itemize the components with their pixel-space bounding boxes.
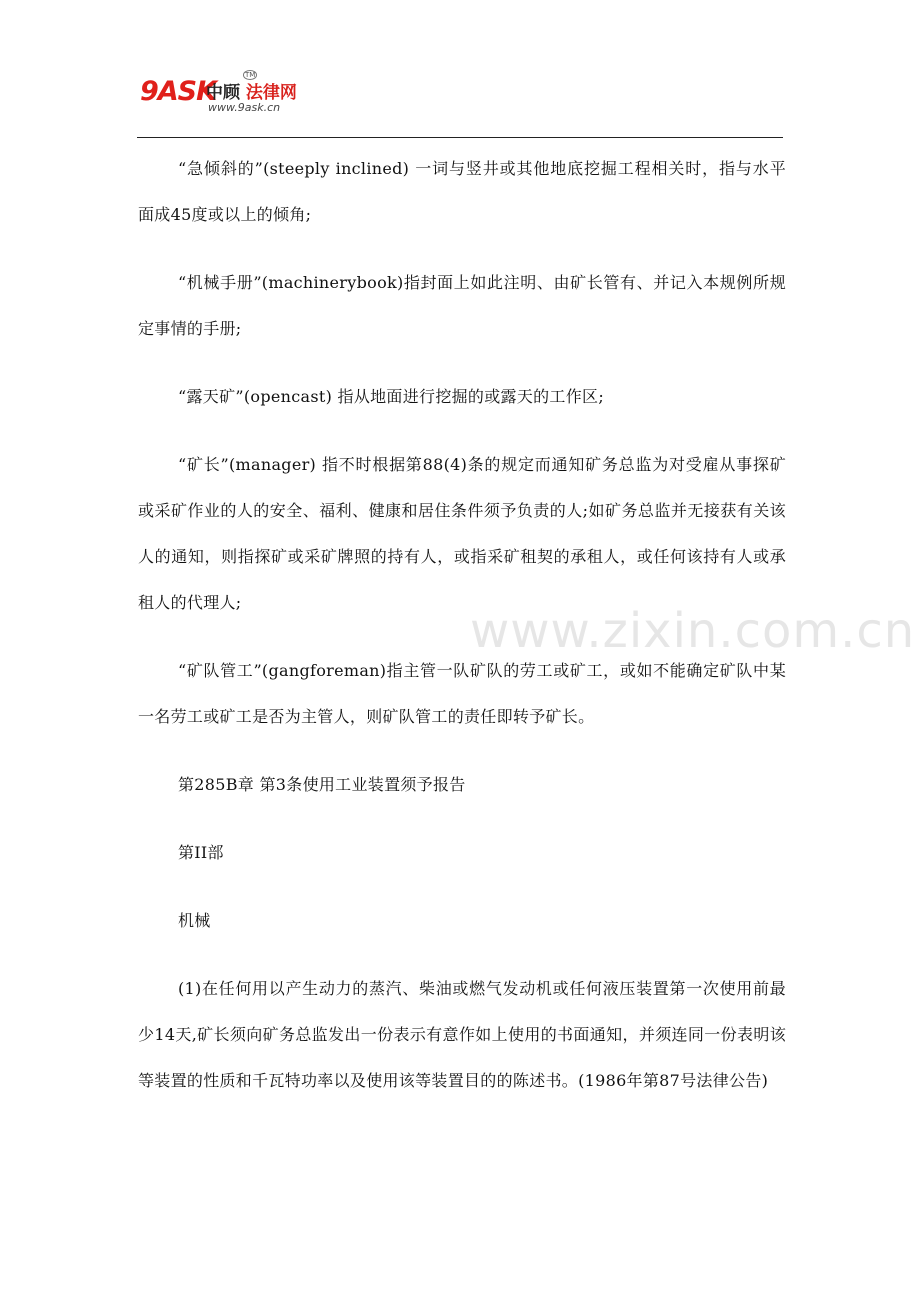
- logo-url: www.9ask.cn: [208, 101, 281, 114]
- part-heading: 第II部: [178, 843, 224, 862]
- definition-gang-foreman: “矿队管工”(gangforeman)指主管一队矿队的劳工或矿工，或如不能确定矿队中某一名劳工或矿工是否为主管人，则矿队管工的责任即转予矿长。: [138, 661, 786, 726]
- part-title: 机械: [178, 911, 211, 930]
- document-body: [138, 146, 786, 1126]
- definition-steeply-inclined: “急倾斜的”(steeply inclined) 一词与竖井或其他地底挖掘工程相关时，指与水平面成45度或以上的倾角;: [138, 159, 786, 224]
- header-divider: [137, 137, 783, 138]
- definition-machinery-book: “机械手册”(machinerybook)指封面上如此注明、由矿长管有、并记入本规例所规定事情的手册;: [138, 273, 786, 338]
- logo-title-black: 中顾: [206, 83, 240, 103]
- definition-manager: “矿长”(manager) 指不时根据第88(4)条的规定而通知矿务总监为对受雇从事探矿或采矿作业的人的安全、福利、健康和居住条件须予负责的人;如矿务总监并无接获有关该人的通知，则指探矿或采矿牌照的持有人，或指采矿租契的承租人，或任何该持有人或承租人的代理人;: [138, 455, 786, 612]
- site-logo[interactable]: [140, 70, 330, 122]
- logo-mark: 9ASK: [140, 76, 217, 107]
- watermark: www.zixin.com.cn: [470, 603, 916, 659]
- trademark-badge: TM: [245, 71, 256, 79]
- logo-title: [206, 78, 297, 103]
- section-heading: 第285B章 第3条使用工业装置须予报告: [178, 775, 466, 794]
- definition-opencast: “露天矿”(opencast) 指从地面进行挖掘的或露天的工作区;: [178, 387, 605, 406]
- clause-1: (1)在任何用以产生动力的蒸汽、柴油或燃气发动机或任何液压装置第一次使用前最少14天,矿长须向矿务总监发出一份表示有意作如上使用的书面通知，并须连同一份表明该等装置的性质和千瓦特功率以及使用该等装置目的的陈述书。(1986年第87号法律公告): [138, 979, 786, 1090]
- logo-title-red: 法律网: [245, 83, 297, 103]
